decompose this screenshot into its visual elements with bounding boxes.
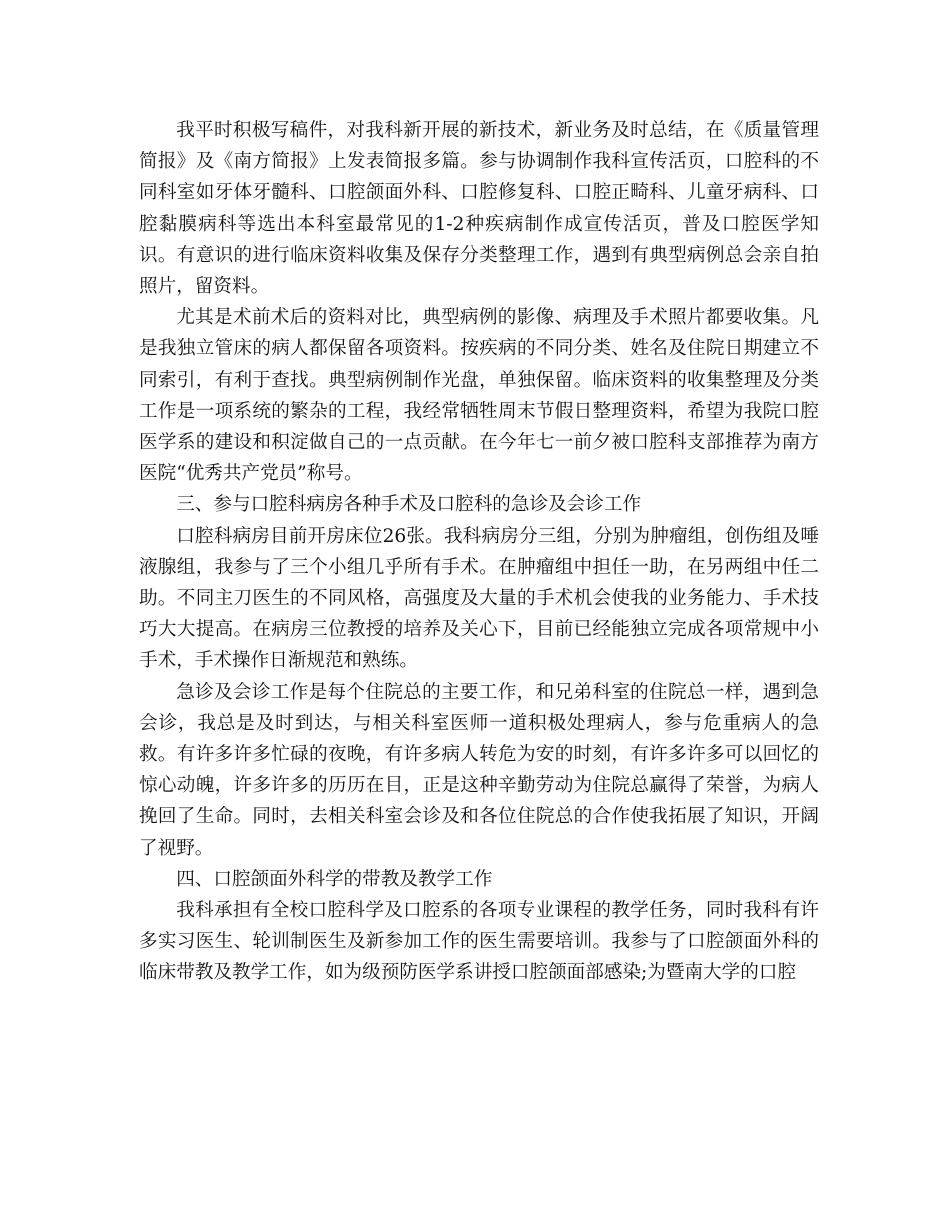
paragraph-ward-surgery: 口腔科病房目前开房床位26张。我科病房分三组，分别为肿瘤组，创伤组及唾液腺组，我参与了三个小组几乎所有手术。在肿瘤组中担任一助，在另两组中任二助。不同主刀医生的不同风格，高强度及大量的手术机会使我的业务能力、手术技巧大大提高。在病房三位教授的培养及关心下，目前已经能独立完成各项常规中小手术，手术操作日渐规范和熟练。: [139, 525, 819, 672]
paragraph-emergency-consultation: 急诊及会诊工作是每个住院总的主要工作，和兄弟科室的住院总一样，遇到急会诊，我总是及时到达，与相关科室医师一道积极处理病人，参与危重病人的急救。有许多许多忙碌的夜晚，有许多病人转危为安的时刻，有许多许多可以回忆的惊心动魄，许多许多的历历在目，正是这种辛勤劳动为住院总赢得了荣誉，为病人挽回了生命。同时，去相关科室会诊及和各位住院总的合作使我拓展了知识，开阔了视野。: [139, 681, 819, 859]
paragraph-teaching-tasks: 我科承担有全校口腔科学及口腔系的各项专业课程的教学任务，同时我科有许多实习医生、轮训制医生及新参加工作的医生需要培训。我参与了口腔颌面外科的临床带教及教学工作，如为级预防医学系讲授口腔颌面部感染;为暨南大学的口腔: [139, 900, 819, 984]
document-page: [139, 115, 819, 989]
section-heading-surgery-and-consultation: 三、参与口腔科病房各种手术及口腔科的急诊及会诊工作: [176, 494, 642, 516]
paragraph-clinical-data-collection: 尤其是术前术后的资料对比，典型病例的影像、病理及手术照片都要收集。凡是我独立管床的病人都保留各项资料。按疾病的不同分类、姓名及住院日期建立不同索引，有利于查找。典型病例制作光盘，单独保留。临床资料的收集整理及分类工作是一项系统的繁杂的工程，我经常牺牲周末节假日整理资料，希望为我院口腔医学系的建设和积淀做自己的一点贡献。在今年七一前夕被口腔科支部推荐为南方医院“优秀共产党员”称号。: [139, 307, 819, 485]
section-heading-teaching: 四、口腔颌面外科学的带教及教学工作: [176, 868, 493, 890]
paragraph-writing-and-records: 我平时积极写稿件，对我科新开展的新技术，新业务及时总结，在《质量管理简报》及《南方简报》上发表简报多篇。参与协调制作我科宣传活页，口腔科的不同科室如牙体牙髓科、口腔颌面外科、口腔修复科、口腔正畸科、儿童牙病科、口腔黏膜病科等选出本科室最常见的1-2种疾病制作成宣传活页，普及口腔医学知识。有意识的进行临床资料收集及保存分类整理工作，遇到有典型病例总会亲自拍照片，留资料。: [139, 120, 819, 298]
